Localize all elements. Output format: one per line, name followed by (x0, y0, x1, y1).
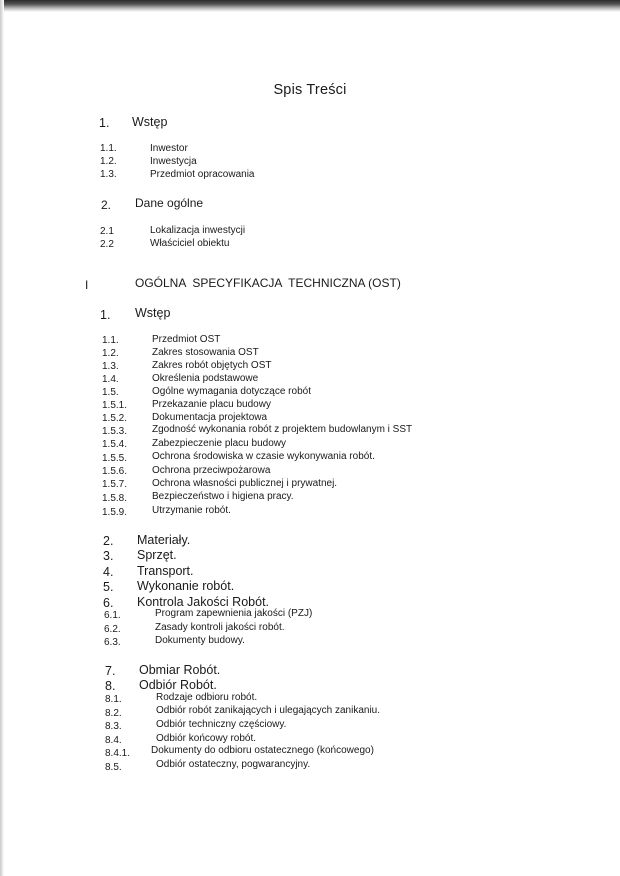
toc-item-number: 8.2. (105, 708, 122, 719)
toc-item-text: Zgodność wykonania robót z projektem budowlanym i SST (152, 424, 413, 435)
toc-item-number: 8.1. (105, 694, 122, 705)
toc-item-text: Inwestycja (150, 156, 197, 167)
toc-item-text: Dokumentacja projektowa (152, 412, 268, 423)
section-number: 4. (103, 565, 114, 579)
toc-item-number: 1.2. (100, 156, 117, 167)
toc-item-text: Utrzymanie robót. (152, 505, 231, 516)
intro-heading: Wstęp (132, 115, 168, 129)
toc-item-number: 1.5.4. (102, 439, 128, 450)
toc-item-number: 1.5.1. (102, 400, 128, 411)
section-heading: Kontrola Jakości Robót. (137, 595, 270, 609)
section-number: 6. (103, 596, 114, 610)
toc-item-text: Inwestor (150, 143, 188, 154)
toc-item-number: 1.4. (102, 374, 119, 385)
section-number: 8. (105, 679, 116, 693)
section-number: 5. (103, 580, 114, 594)
toc-item-text: Przekazanie placu budowy (152, 399, 271, 410)
toc-item-number: 6.3. (104, 637, 121, 648)
toc-item-number: 1.1. (100, 143, 117, 154)
toc-item-text: Dokumenty do odbioru ostatecznego (końcowego) (151, 745, 374, 756)
section-number: 3. (103, 549, 114, 563)
toc-item-text: Ochrona przeciwpożarowa (152, 465, 271, 476)
toc-item-text: Zasady kontroli jakości robót. (155, 622, 285, 633)
intro-heading-number: 1. (99, 116, 110, 130)
ost-heading: OGÓLNA SPECYFIKACJA TECHNICZNA (OST) (135, 276, 401, 290)
toc-item-number: 6.2. (104, 624, 121, 635)
section-heading: Sprzęt. (137, 548, 177, 562)
toc-item-text: Odbiór robót zanikających i ulegających zanikaniu. (156, 705, 381, 716)
toc-item-text: Zakres robót objętych OST (152, 360, 272, 371)
toc-item-number: 1.5. (102, 387, 119, 398)
toc-item-text: Bezpieczeństwo i higiena pracy. (152, 491, 294, 502)
toc-item-text: Określenia podstawowe (152, 373, 259, 384)
toc-item-number: 1.5.5. (102, 453, 128, 464)
section-heading: Transport. (137, 564, 194, 578)
toc-item-number: 8.3. (105, 721, 122, 732)
toc-item-number: 1.2. (102, 348, 119, 359)
toc-item-text: Program zapewnienia jakości (PZJ) (155, 608, 313, 619)
ost-intro-number: 1. (100, 308, 111, 322)
section-number: 2. (103, 534, 114, 548)
toc-item-text: Dokumenty budowy. (155, 635, 245, 646)
toc-item-text: Odbiór techniczny częściowy. (156, 719, 287, 730)
toc-item-number: 1.5.3. (102, 426, 128, 437)
general-heading: Dane ogólne (135, 196, 204, 210)
toc-item-text: Przedmiot opracowania (150, 169, 255, 180)
toc-item-number: 1.3. (102, 361, 119, 372)
general-heading-number: 2. (101, 198, 112, 212)
toc-item-number: 1.3. (100, 169, 117, 180)
toc-item-number: 1.1. (102, 335, 119, 346)
toc-item-text: Rodzaje odbioru robót. (156, 692, 258, 703)
toc-item-number: 1.5.2. (102, 413, 128, 424)
toc-item-number: 6.1. (104, 610, 121, 621)
toc-item-number: 8.4.1. (105, 748, 131, 759)
toc-item-text: Zabezpieczenie placu budowy (152, 438, 286, 449)
toc-item-text: Lokalizacja inwestycji (150, 225, 246, 236)
section-heading: Materiały. (137, 533, 191, 547)
toc-item-number: 8.4. (105, 735, 122, 746)
toc-item-number: 8.5. (105, 762, 122, 773)
toc-item-text: Właściciel obiektu (150, 238, 230, 249)
toc-item-number: 2.2 (100, 239, 114, 250)
toc-item-text: Ochrona własności publicznej i prywatnej. (152, 478, 338, 489)
section-number: 7. (105, 664, 116, 678)
toc-item-text: Ogólne wymagania dotyczące robót (152, 386, 311, 397)
toc-item-text: Ochrona środowiska w czasie wykonywania robót. (152, 451, 375, 462)
toc-item-text: Odbiór ostateczny, pogwarancyjny. (156, 759, 311, 770)
toc-item-number: 2.1 (100, 226, 114, 237)
toc-item-number: 1.5.9. (102, 507, 128, 518)
document-title: Spis Treści (273, 82, 347, 98)
toc-item-text: Przedmiot OST (152, 334, 221, 345)
section-heading: Obmiar Robót. (139, 663, 221, 677)
toc-item-text: Odbiór końcowy robót. (156, 733, 257, 744)
toc-item-text: Zakres stosowania OST (152, 347, 259, 358)
section-heading: Odbiór Robót. (139, 678, 217, 692)
section-heading: Wykonanie robót. (137, 579, 235, 593)
toc-item-number: 1.5.6. (102, 466, 128, 477)
toc-item-number: 1.5.7. (102, 479, 128, 490)
ost-intro-heading: Wstęp (135, 306, 171, 320)
ost-roman-numeral: I (85, 278, 89, 292)
toc-item-number: 1.5.8. (102, 493, 128, 504)
